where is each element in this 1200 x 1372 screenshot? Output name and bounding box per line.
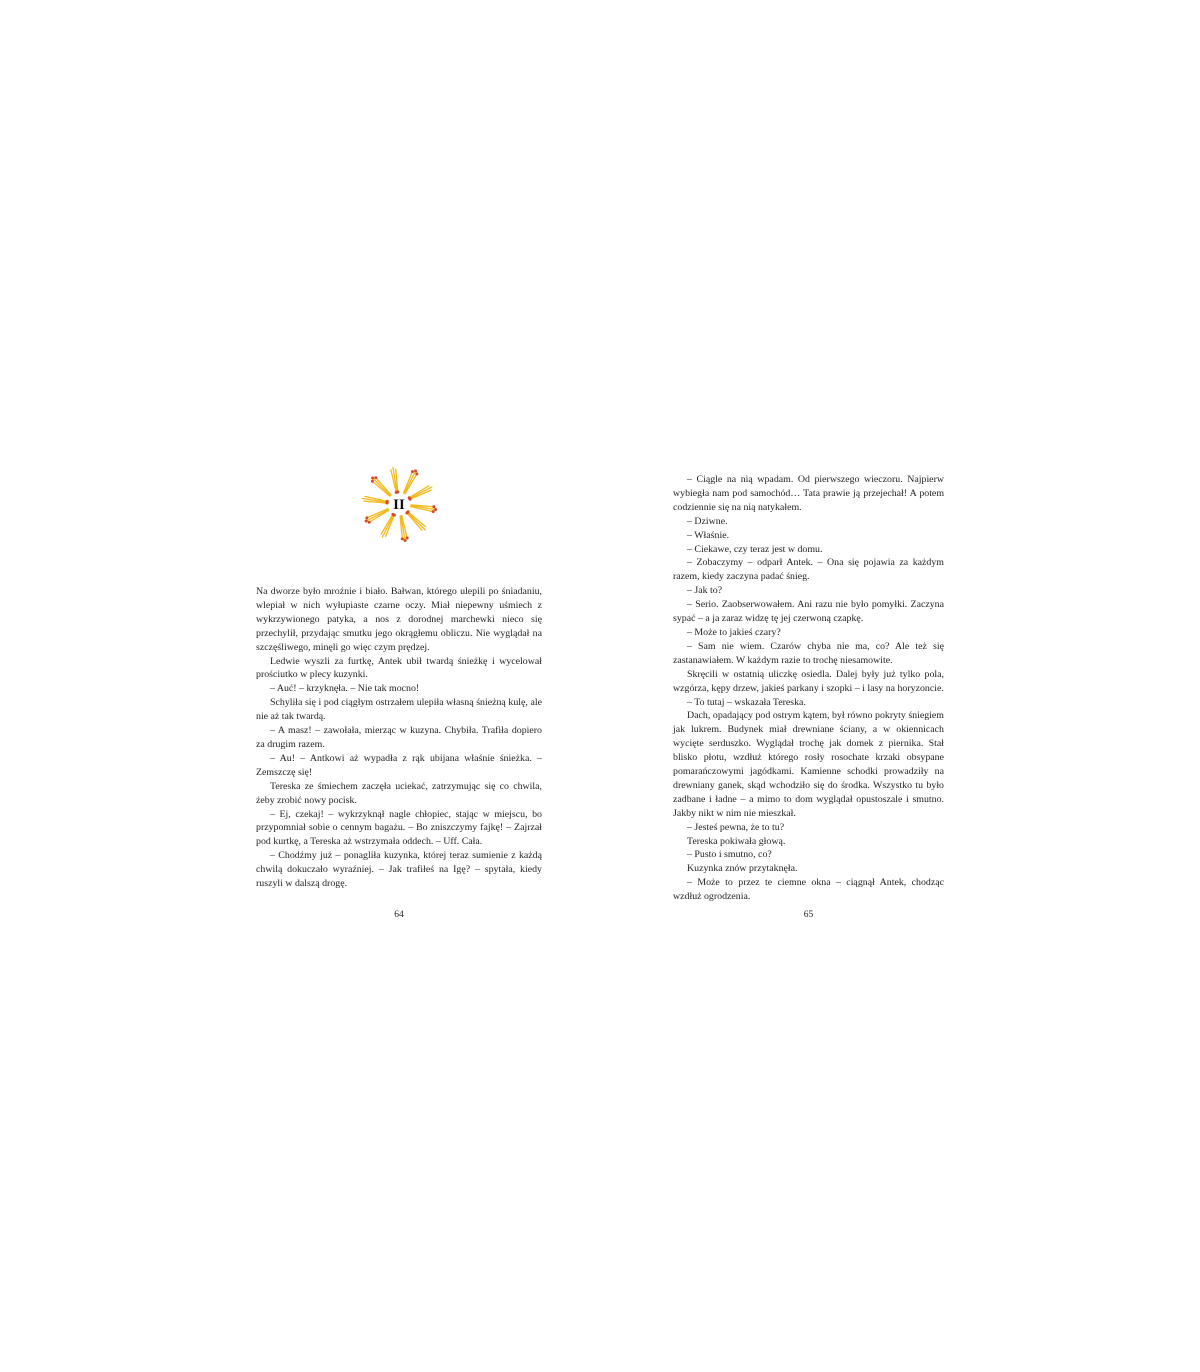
- match-head: [391, 513, 394, 516]
- paragraph: – Chodźmy już – ponagliła kuzynka, której teraz sumienie z każdą chwilą dokuczało wyraźniej. – Jak trafiłeś na Igę? – spytała, kiedy ruszyli w dalszą drogę.: [256, 850, 542, 890]
- paragraph: – A masz! – zawołała, mierząc w kuzyna. Chybiła. Trafiła dopiero za drugim razem.: [256, 725, 542, 750]
- paragraph: Tereska pokiwała głową.: [687, 835, 786, 847]
- right-page-text: [673, 473, 944, 904]
- match-head: [411, 470, 414, 473]
- paragraph: – Sam nie wiem. Czarów chyba nie ma, co? Ale też się zastanawiałem. W każdym razie to trochę niesamowite.: [673, 640, 944, 666]
- paragraph: Skręcili w ostatnią uliczkę osiedla. Dalej były już tylko pola, wzgórza, kępy drzew, jakieś parkany i szopki – i lasy na horyzoncie.: [673, 668, 944, 694]
- match-head: [405, 512, 408, 515]
- paragraph: – To tutaj – wskazała Tereska.: [687, 696, 806, 708]
- paragraph: Schyliła się i pod ciągłym ostrzałem ulepiła własną śnieżną kulę, ale nie aż tak twardą.: [256, 697, 542, 723]
- paragraph: – Auć! – krzyknęła. – Nie tak mocno!: [270, 683, 420, 695]
- paragraph: – Jak to?: [687, 585, 723, 597]
- chapter-ornament: [357, 465, 441, 543]
- paragraph: Tereska ze śmiechem zaczęła uciekać, zatrzymując się co chwila, żeby zrobić nowy pocisk.: [256, 780, 542, 806]
- matchstick: [382, 515, 393, 537]
- page-number: 65: [803, 910, 814, 920]
- paragraph: – Może to jakieś czary?: [687, 626, 781, 638]
- match-head: [368, 521, 371, 524]
- paragraph: – Pusto i smutno, co?: [687, 849, 772, 861]
- paragraph: – Jesteś pewna, że to tu?: [687, 821, 785, 833]
- match-head: [365, 516, 368, 519]
- matchstick: [408, 512, 426, 530]
- paragraph: – Zobaczymy – odparł Antek. – Ona się pojawia za każdym razem, kiedy zaczyna padać śnieg.: [673, 557, 944, 583]
- paragraph: Kuzynka znów przytaknęła.: [687, 863, 798, 875]
- match-head: [365, 520, 368, 523]
- paragraph: – Serio. Zaobserwowałem. Ani razu nie było pomyłki. Zaczyna sypać – a ja zaraz widzę tę jej czerwoną czapkę.: [673, 599, 944, 625]
- paragraph: – Au! – Antkowi aż wypadła z rąk ubijana właśnie śnieżka. – Zemszczę się!: [256, 752, 542, 778]
- match-head: [432, 505, 435, 508]
- match-head: [415, 472, 418, 475]
- match-head: [434, 508, 437, 511]
- paragraph: – Dziwne.: [687, 515, 728, 527]
- paragraph: Dach, opadający pod ostrym kątem, był równo pokryty śniegiem jak lukrem. Budynek miał drewniane ściany, a w okiennicach wycięte serduszko. Wyglądał trochę jak domek z piernika. Stał blisko płotu, wzdłuż którego rosły rosochate krzaki obsypane pomarańczowymi jagódkami. Kamienne schodki prowadziły na drewniany ganek, skąd wchodziło się do środka. Wszystko tu było zadbane i ładne – a mimo to dom wyglądał opustoszale i smutno. Jakby nikt w nim nie mieszkał.: [673, 710, 944, 819]
- matchstick-sunburst-icon: [357, 465, 441, 543]
- match-head: [371, 477, 374, 480]
- chapter-numeral: II: [393, 497, 405, 513]
- paragraph: – Ciągle na nią wpadam. Od pierwszego wieczoru. Najpierw wybiegła nam pod samochód… Tata prawie ją przejechał! A potem codziennie się na nią natykałem.: [673, 474, 944, 513]
- match-head: [414, 469, 417, 472]
- paragraph: – Ej, czekaj! – wykrzyknął nagle chłopiec, stając w miejscu, bo przypomniał sobie o cennym bagażu. – Bo zniszczymy fajkę! – Zajrzał pod kurtkę, a Tereska aż wstrzymała oddech. – Uff. Cała.: [256, 808, 542, 848]
- match-head: [386, 500, 389, 503]
- matchstick: [410, 487, 432, 499]
- matchstick: [373, 478, 391, 496]
- match-head: [406, 537, 409, 540]
- paragraph: – Ciekawe, czy teraz jest w domu.: [687, 543, 823, 555]
- matchstick: [404, 471, 415, 493]
- match-head: [396, 491, 399, 494]
- match-head: [371, 480, 374, 483]
- page-number: 64: [394, 910, 404, 920]
- match-head: [409, 498, 412, 501]
- match-head: [401, 537, 404, 540]
- left-page-text: [256, 585, 542, 891]
- match-head: [432, 510, 435, 513]
- paragraph: Na dworze było mroźnie i biało. Bałwan, którego ulepili po śniadaniu, wlepiał w nich wyłupiaste czarne oczy. Miał niepewny uśmiech z wykrzywionego patyka, a nos z dorodnej marchewki nieco się przechylił, przydając smutku jego okrągłemu obliczu. Nie wyglądał na szczęśliwego, minęli go więc czym prędzej.: [256, 586, 542, 653]
- match-head: [404, 539, 407, 542]
- matchstick: [366, 510, 388, 522]
- paragraph: Ledwie wyszli za furtkę, Antek ubił twardą śnieżkę i wycelował prościutko w plecy kuzynki.: [256, 655, 542, 681]
- match-head: [374, 476, 377, 479]
- paragraph: – Właśnie.: [687, 529, 730, 541]
- paragraph: – Może to przez te ciemne okna – ciągnął Antek, chodząc wzdłuż ogrodzenia.: [673, 877, 944, 903]
